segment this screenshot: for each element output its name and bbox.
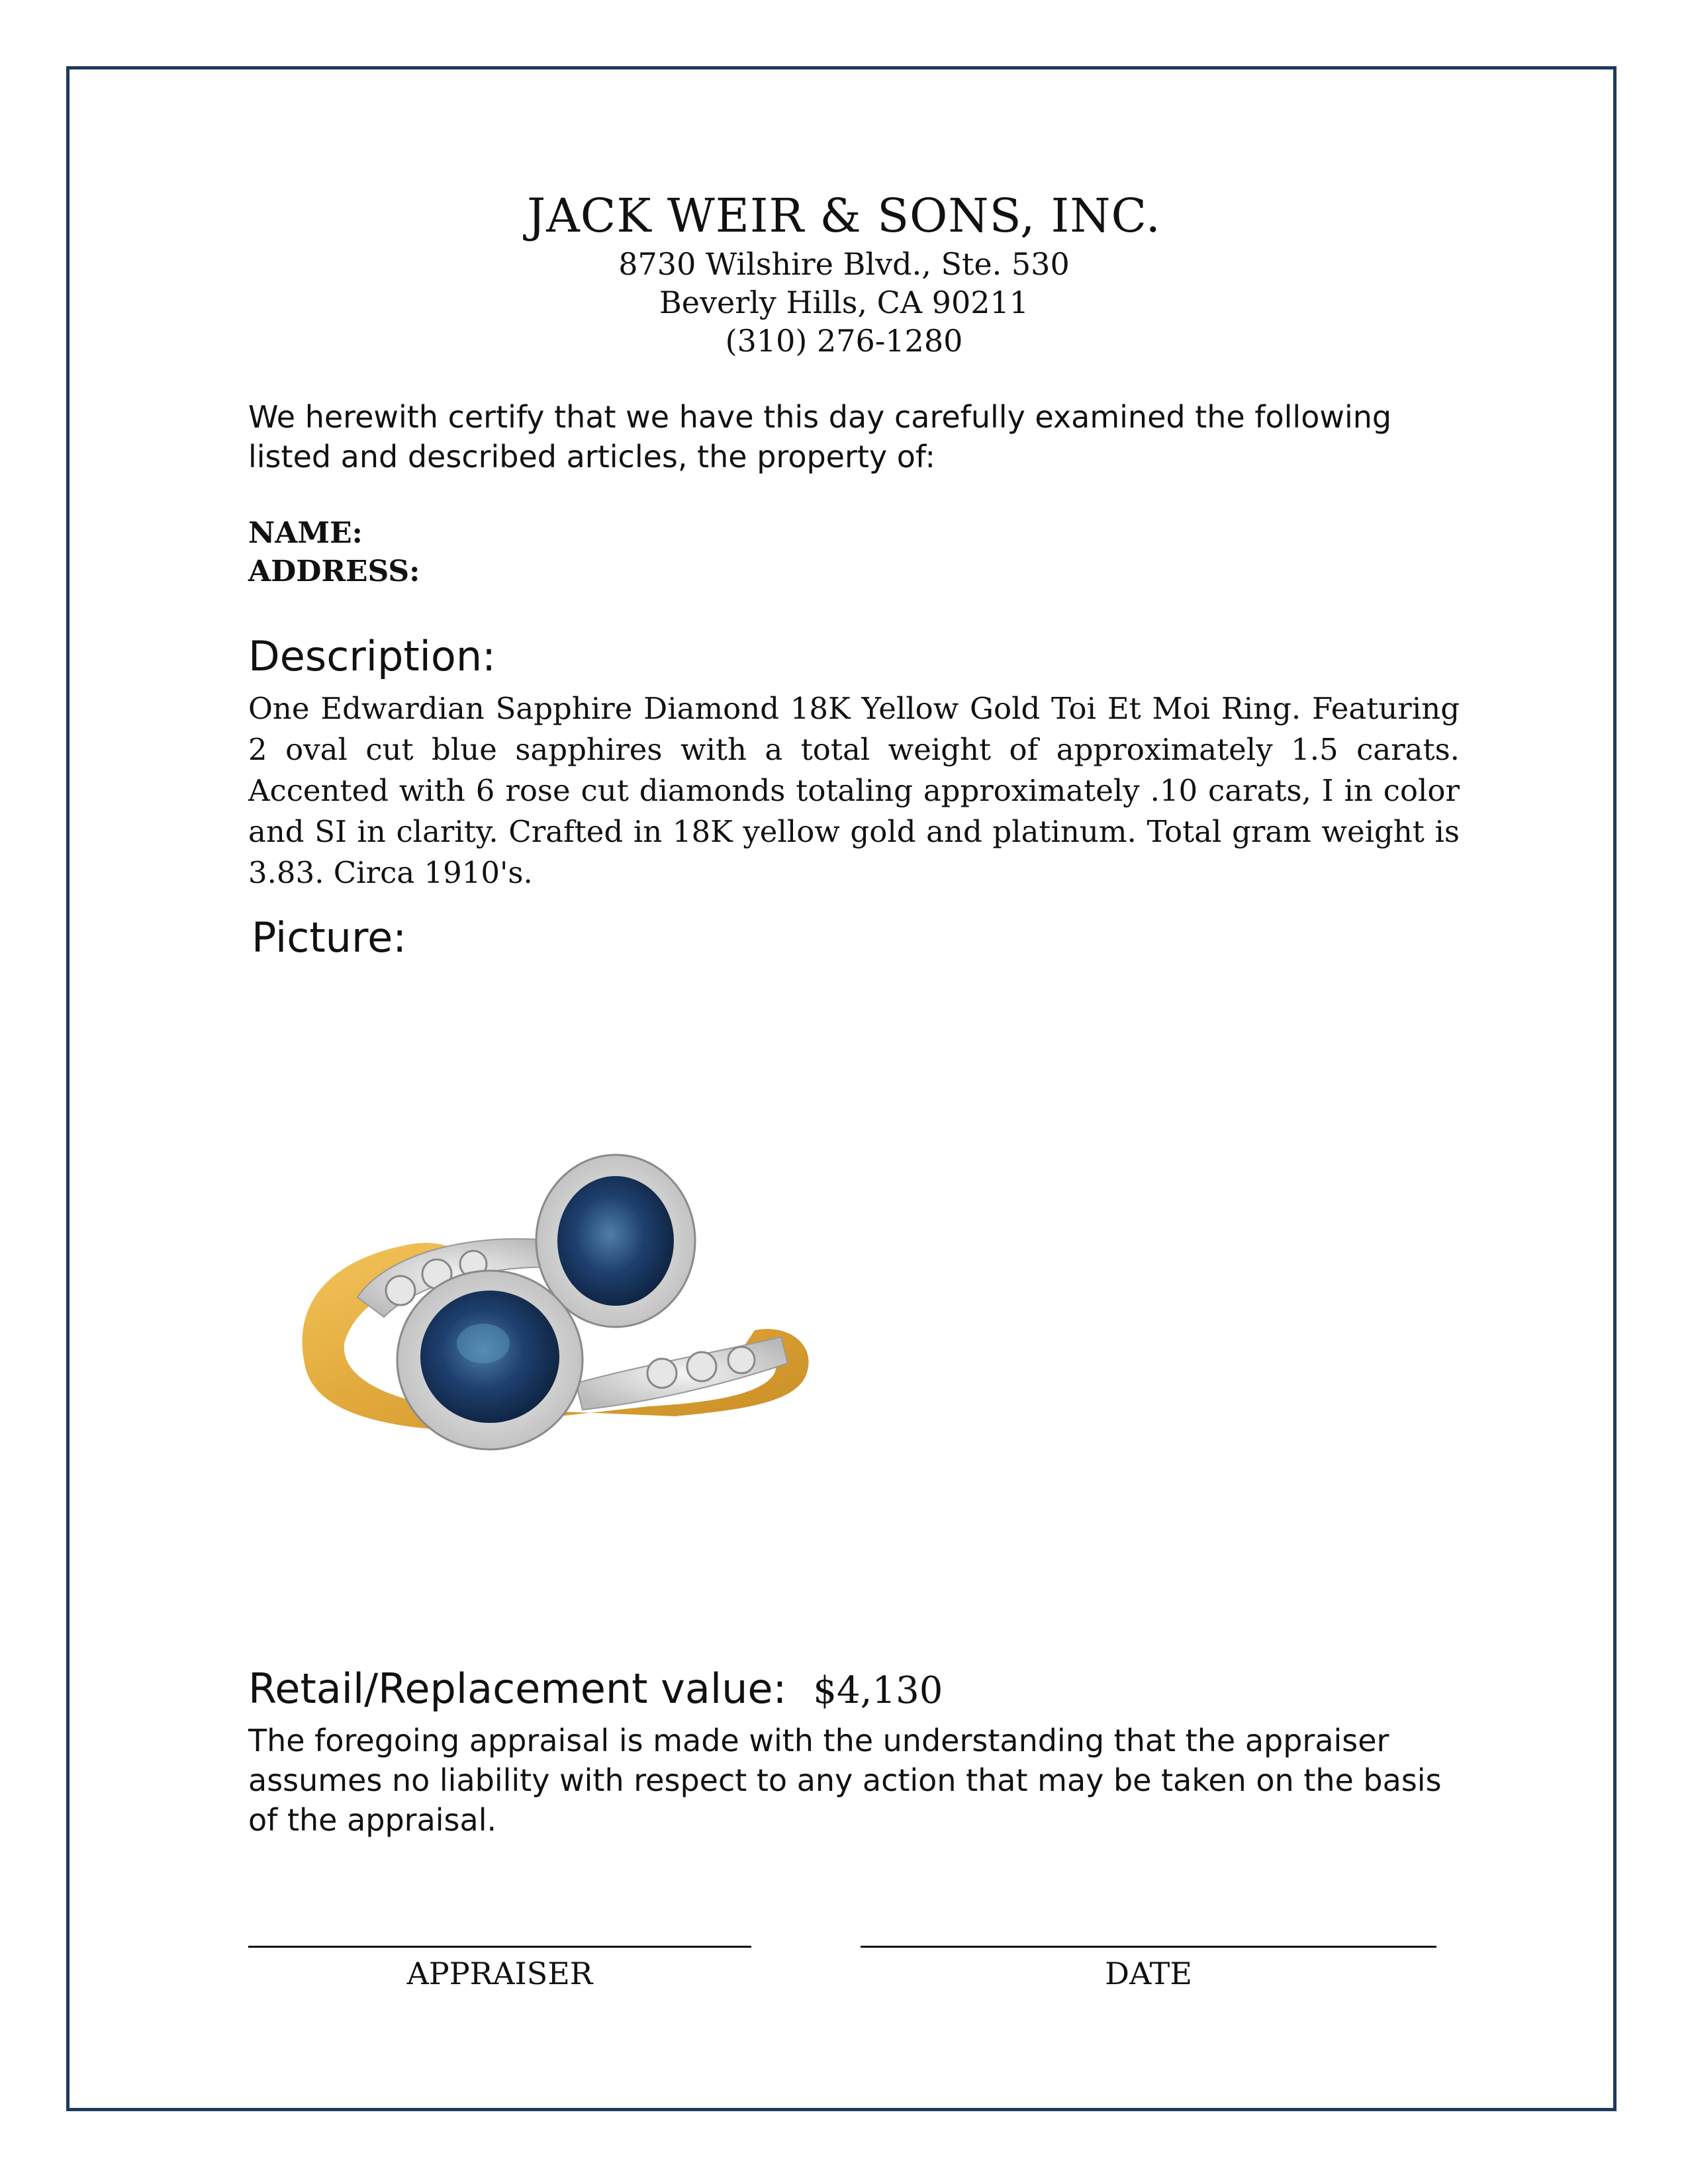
description-heading: Description: xyxy=(248,632,496,680)
sapphire-highlight xyxy=(457,1324,510,1363)
date-signature-line xyxy=(861,1946,1436,1948)
rose-diamond xyxy=(647,1359,677,1388)
appraiser-signature-line xyxy=(248,1946,751,1948)
value-label: Retail/Replacement value: xyxy=(248,1664,787,1713)
rose-diamond xyxy=(728,1347,755,1373)
appraiser-label: APPRAISER xyxy=(406,1956,593,1991)
address-line-2: Beverly Hills, CA 90211 xyxy=(659,285,1029,320)
date-label: DATE xyxy=(1105,1956,1192,1991)
upper-sapphire xyxy=(557,1176,674,1306)
ring-illustration xyxy=(278,1145,861,1516)
ring-photo xyxy=(278,1145,861,1516)
address-line-1: 8730 Wilshire Blvd., Ste. 530 xyxy=(618,246,1070,282)
name-label: NAME: xyxy=(248,516,363,550)
certification-statement: We herewith certify that we have this day carefully examined the following listed and described articles, the property of: xyxy=(248,399,1392,475)
description-body: One Edwardian Sapphire Diamond 18K Yellow Gold Toi Et Moi Ring. Featuring 2 oval cut blue sapphires with a total weight of approximately 1.5 carats. Accented with 6 rose cut diamonds totaling approximately .10 carats, I in color and SI in clarity. Crafted in 18K yellow gold and platinum. Total gram weight is 3.83. Circa 1910's. xyxy=(248,691,1460,890)
rose-diamond xyxy=(687,1352,716,1381)
value-amount: $4,130 xyxy=(813,1669,943,1712)
address-label: ADDRESS: xyxy=(248,555,420,588)
disclaimer-text: The foregoing appraisal is made with the understanding that the appraiser assumes no liability with respect to any action that may be taken on the basis of the appraisal. xyxy=(248,1723,1442,1838)
value-row xyxy=(248,1664,943,1713)
picture-heading: Picture: xyxy=(252,913,407,962)
rose-diamond xyxy=(386,1276,415,1305)
phone-number: (310) 276-1280 xyxy=(725,323,963,359)
company-name: JACK WEIR & SONS, INC. xyxy=(527,189,1161,243)
